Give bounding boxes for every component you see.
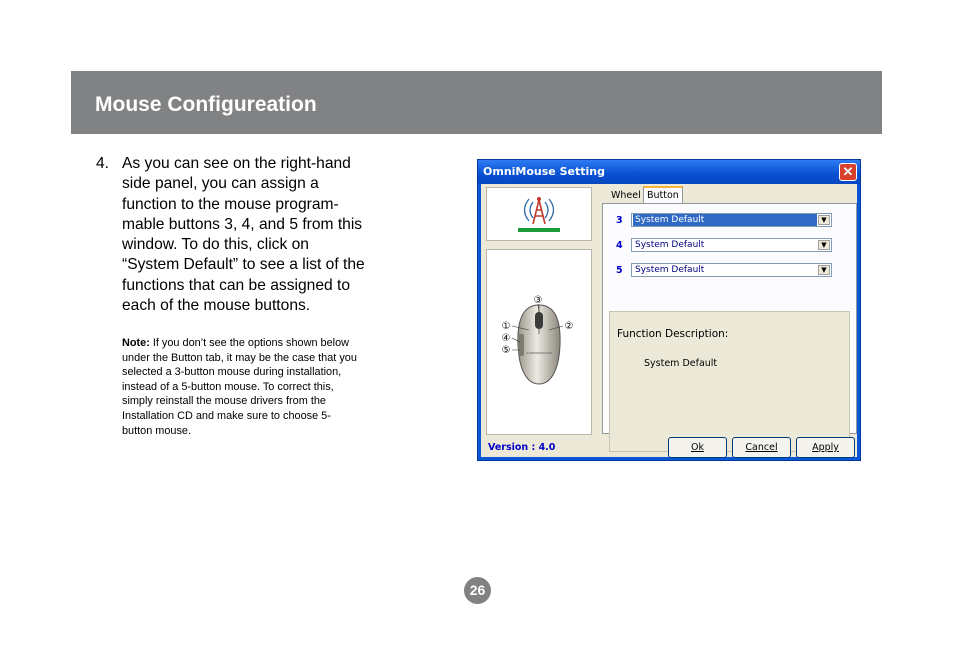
- button-5-label: 5: [616, 265, 623, 276]
- step-line: window. To do this, click on: [122, 236, 309, 254]
- note-line: under the Button tab, it may be the case that you: [122, 351, 357, 364]
- callout-1: ①: [501, 321, 511, 332]
- step-line: side panel, you can assign a: [122, 175, 319, 193]
- apply-button[interactable]: Apply: [796, 437, 855, 458]
- note-line: button mouse.: [122, 424, 192, 437]
- note-line: Installation CD and make sure to choose 5-: [122, 409, 331, 422]
- mouse-brand: GAMMINGMOUSE: [526, 351, 552, 355]
- ok-button[interactable]: Ok: [668, 437, 727, 458]
- close-button[interactable]: ✕: [839, 163, 857, 181]
- omnimouse-dialog: [477, 159, 861, 461]
- dropdown-arrow-icon[interactable]: ▼: [818, 265, 830, 275]
- function-description-box: [609, 311, 850, 452]
- select-value: System Default: [635, 240, 705, 250]
- note-line: instead of a 5-button mouse. To correct this,: [122, 380, 334, 393]
- callout-2: ②: [564, 321, 574, 332]
- note-first-line: If you don’t see the options shown below: [149, 337, 350, 349]
- note-label: Note:: [122, 337, 150, 349]
- mouse-image-panel: [486, 249, 592, 435]
- logo-panel: [486, 187, 592, 241]
- step-line: each of the mouse buttons.: [122, 297, 311, 315]
- mouse-illustration: [487, 250, 591, 434]
- callout-5: ⑤: [501, 345, 511, 356]
- button-tab-panel: [602, 203, 857, 434]
- button-3-select[interactable]: [631, 213, 832, 227]
- dropdown-arrow-icon[interactable]: ▼: [818, 215, 830, 225]
- step-text: [122, 154, 394, 316]
- tab-wheel[interactable]: Wheel: [611, 190, 641, 201]
- page-number: 26: [464, 577, 491, 604]
- description-heading: Function Description:: [617, 328, 729, 340]
- step-line: “System Default” to see a list of the: [122, 256, 365, 274]
- version-label: Version : 4.0: [488, 442, 556, 453]
- dialog-titlebar[interactable]: [478, 160, 860, 184]
- side-buttons: [518, 334, 524, 356]
- button-4-label: 4: [616, 240, 623, 251]
- step-number: 4.: [96, 155, 110, 172]
- button-3-label: 3: [616, 215, 623, 226]
- button-5-select[interactable]: [631, 263, 832, 277]
- note-line: selected a 3-button mouse during installation,: [122, 366, 342, 379]
- page-title: Mouse Configureation: [95, 93, 317, 116]
- header-bar: [71, 71, 882, 134]
- note: [122, 336, 387, 438]
- note-line: [122, 336, 387, 351]
- button-4-select[interactable]: [631, 238, 832, 252]
- dialog-client: [481, 184, 857, 457]
- step-line: mable buttons 3, 4, and 5 from this: [122, 215, 363, 233]
- callout-3: ③: [533, 295, 543, 306]
- scroll-wheel: [535, 312, 543, 329]
- select-value: System Default: [635, 265, 705, 275]
- dropdown-arrow-icon[interactable]: ▼: [818, 240, 830, 250]
- callout-4: ④: [501, 333, 511, 344]
- step-line: As you can see on the right-hand: [122, 155, 351, 172]
- cancel-button[interactable]: Cancel: [732, 437, 791, 458]
- dialog-title: OmniMouse Setting: [483, 165, 605, 178]
- description-value: System Default: [644, 358, 718, 369]
- note-line: simply reinstall the mouse drivers from the: [122, 395, 326, 408]
- tab-button[interactable]: Button: [643, 186, 683, 205]
- wireless-logo-icon: [487, 188, 591, 240]
- step-line: function to the mouse program-: [122, 195, 339, 213]
- select-value: System Default: [633, 214, 817, 226]
- step-line: functions that can be assigned to: [122, 276, 350, 294]
